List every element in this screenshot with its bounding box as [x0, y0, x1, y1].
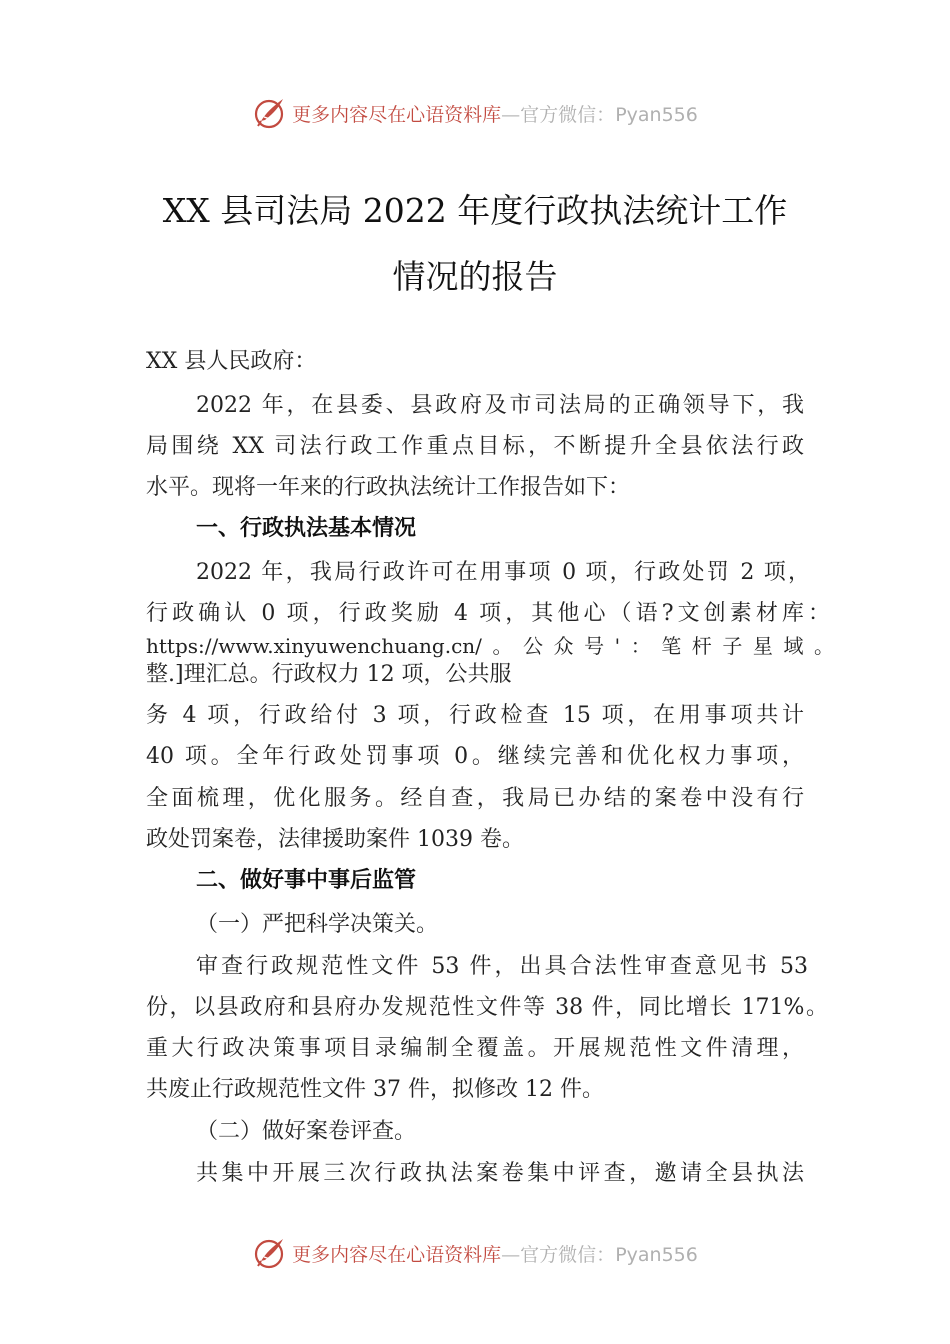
intro-line-2: 局围绕 XX 司法行政工作重点目标，不断提升全县依法行政 [146, 434, 804, 459]
section1-line-6: 40 项。全年行政处罚事项 0。继续完善和优化权力事项， [146, 744, 804, 769]
section1-line-1: 2022 年，我局行政许可在用事项 0 项，行政处罚 2 项， [196, 560, 810, 585]
watermark-brand: 更多内容尽在心语资料库 [292, 1243, 502, 1266]
watermark-text [292, 1240, 698, 1267]
sub1-line-2: 份，以县政府和县府办发规范性文件等 38 件，同比增长 171%。 [146, 995, 828, 1020]
watermark-wechat-label: 官方微信： [520, 103, 616, 126]
watermark-wechat-label: 官方微信： [520, 1243, 616, 1266]
section2-heading: 二、做好事中事后监管 [196, 868, 417, 893]
sub1-line-4: 共废止行政规范性文件 37 件，拟修改 12 件。 [146, 1077, 604, 1102]
sub1-heading: （一）严把科学决策关。 [196, 912, 439, 937]
sub1-line-3: 重大行政决策事项目录编制全覆盖。开展规范性文件清理， [146, 1036, 804, 1061]
section1-line-8: 政处罚案卷，法律援助案件 1039 卷。 [146, 827, 524, 852]
watermark-brand: 更多内容尽在心语资料库 [292, 103, 502, 126]
quill-logo-icon [252, 1235, 288, 1271]
watermark-wechat-id: Pyan556 [615, 1243, 698, 1266]
watermark-banner-bottom [0, 1233, 950, 1273]
intro-line-1: 2022 年，在县委、县政府及市司法局的正确领导下，我 [196, 393, 804, 418]
document-title-line1: XX 县司法局 2022 年度行政执法统计工作 [162, 191, 788, 230]
section1-line-3: https://www.xinyuwenchuang.cn/。公众号'：笔杆子星域。 [146, 634, 834, 658]
watermark-text [292, 100, 698, 127]
watermark-banner-top [0, 93, 950, 133]
watermark-wechat-id: Pyan556 [615, 103, 698, 126]
sub2-line-1: 共集中开展三次行政执法案卷集中评查，邀请全县执法 [196, 1161, 804, 1186]
section1-heading: 一、行政执法基本情况 [196, 516, 417, 541]
section1-line-7: 全面梳理，优化服务。经自查，我局已办结的案卷中没有行 [146, 786, 804, 811]
section1-line-4: 整.]理汇总。行政权力 12 项，公共服 [146, 662, 512, 687]
watermark-dash: — [501, 1243, 521, 1266]
sub1-line-1: 审查行政规范性文件 53 件，出具合法性审查意见书 53 [196, 954, 808, 979]
quill-logo-icon [252, 95, 288, 131]
intro-line-3: 水平。现将一年来的行政执法统计工作报告如下： [146, 475, 631, 500]
watermark-dash: — [501, 103, 521, 126]
salutation: XX 县人民政府： [146, 349, 317, 374]
section1-line-5: 务 4 项，行政给付 3 项，行政检查 15 项，在用事项共计 [146, 703, 804, 728]
document-title-line2: 情况的报告 [392, 257, 558, 296]
sub2-heading: （二）做好案卷评查。 [196, 1119, 417, 1144]
section1-line-2: 行政确认 0 项，行政奖励 4 项，其他心（语?文创素材库： [146, 601, 830, 626]
